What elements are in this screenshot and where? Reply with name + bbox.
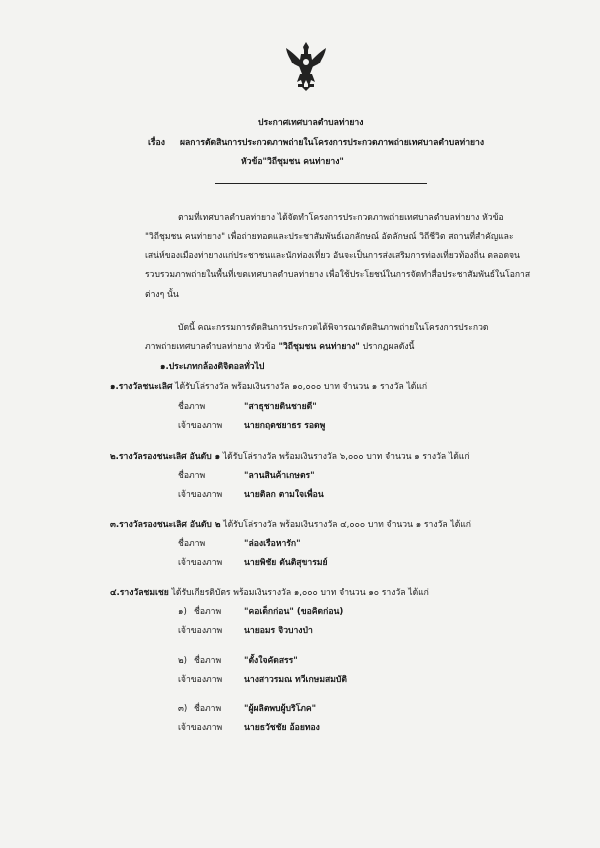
honor-1-owner: นายอมร จิวบางป่า — [244, 626, 313, 636]
honor-2-num: ๒) — [178, 656, 188, 666]
intro-line-5: ต่างๆ นั้น — [145, 290, 179, 300]
honor-2-owner-label: เจ้าของภาพ — [178, 675, 223, 685]
honor-1-num: ๑) — [178, 607, 187, 617]
intro-line-2: "วิถีชุมชน คนท่ายาง" เพื่อถ่ายทอดและประชาสัมพันธ์เอกลักษณ์ อัตลักษณ์ วิถีชีวิต สถานที่สำคัญและ — [145, 232, 514, 242]
honor-3-photo-name: "ผู้ผลิตพบผู้บริโภค" — [244, 704, 317, 714]
result-line-2-pre: ภาพถ่ายเทศบาลตำบลท่ายาง หัวข้อ — [145, 342, 276, 352]
award-1-owner-label: เจ้าของภาพ — [178, 421, 223, 431]
award-1-detail: ได้รับโล่รางวัล พร้อมเงินรางวัล ๑๐,๐๐๐ บาท จำนวน ๑ รางวัล ได้แก่ — [175, 382, 428, 392]
award-2-line — [110, 452, 470, 463]
honor-detail: ได้รับเกียรติบัตร พร้อมเงินรางวัล ๑,๐๐๐ บาท จำนวน ๑๐ รางวัล ได้แก่ — [171, 588, 429, 598]
award-3-detail: ได้รับโล่รางวัล พร้อมเงินรางวัล ๔,๐๐๐ บาท จำนวน ๑ รางวัล ได้แก่ — [223, 520, 472, 530]
honor-3-num: ๓) — [178, 704, 188, 714]
award-1-line — [110, 382, 427, 393]
divider — [215, 183, 427, 184]
honor-2-owner: นางสาวรมณ ทวีเกษมสมบัติ — [244, 675, 347, 685]
garuda-emblem-icon — [284, 38, 328, 92]
award-2-title: ๒.รางวัลรองชนะเลิศ อันดับ ๑ — [110, 452, 221, 462]
award-1-photo-label: ชื่อภาพ — [178, 402, 206, 412]
honor-3-owner: นายธวัชชัย อ้อยทอง — [244, 723, 320, 733]
award-3-line — [110, 520, 471, 531]
award-3-owner: นายพิชัย ตันติสุขารมย์ — [244, 558, 328, 568]
category-heading: ๑.ประเภทกล้องดิจิตอลทั่วไป — [160, 362, 265, 372]
award-3-title: ๓.รางวัลรองชนะเลิศ อันดับ ๒ — [110, 520, 221, 530]
honor-3-owner-label: เจ้าของภาพ — [178, 723, 223, 733]
award-1-title: ๑.รางวัลชนะเลิศ — [110, 382, 173, 392]
award-1-photo-name: "สาธุชายดินชายดี" — [244, 402, 317, 412]
intro-line-4: รวบรวมภาพถ่ายในพื้นที่เขตเทศบาลตำบลท่ายาง เพื่อใช้ประโยชน์ในการจัดทำสื่อประชาสัมพันธ์ในโอกาส — [145, 270, 531, 280]
subject-text: ผลการตัดสินการประกวดภาพถ่ายในโครงการประกวดภาพถ่ายเทศบาลตำบลท่ายาง — [180, 138, 485, 148]
honor-line — [110, 588, 429, 599]
award-1-owner: นายกฤตชยาธร รอดพู — [244, 421, 326, 431]
award-2-owner: นายติลก ตามใจเพื่อน — [244, 490, 324, 500]
award-3-photo-name: "ล่องเรือหารัก" — [244, 539, 301, 549]
honor-2-photo-label: ชื่อภาพ — [194, 656, 222, 666]
result-line-2-post: ปรากฏผลดังนี้ — [362, 342, 415, 352]
result-line-2 — [145, 342, 414, 353]
award-2-photo-name: "ลานสินค้าเกษตร" — [244, 471, 315, 481]
honor-2-photo-name: "ตั้งใจคัดสรร" — [244, 656, 298, 666]
honor-1-owner-label: เจ้าของภาพ — [178, 626, 223, 636]
honor-3-photo-label: ชื่อภาพ — [194, 704, 222, 714]
result-line-1: บัดนี้ คณะกรรมการตัดสินการประกวดได้พิจารณาตัดสินภาพถ่ายในโครงการประกวด — [178, 323, 489, 333]
honor-title: ๔.รางวัลชมเชย — [110, 588, 169, 598]
result-line-2-topic: "วิถีชุมชน คนท่ายาง" — [278, 342, 360, 352]
subject-label: เรื่อง — [148, 138, 165, 148]
award-2-photo-label: ชื่อภาพ — [178, 471, 206, 481]
announcement-title: ประกาศเทศบาลตำบลท่ายาง — [258, 118, 364, 128]
honor-1-photo-label: ชื่อภาพ — [194, 607, 222, 617]
intro-line-3: เสน่ห์ของเมืองท่ายางแก่ประชาชนและนักท่องเที่ยว อันจะเป็นการส่งเสริมการท่องเที่ยวท้องถิ่น ตลอดจน — [145, 251, 520, 261]
award-3-photo-label: ชื่อภาพ — [178, 539, 206, 549]
award-3-owner-label: เจ้าของภาพ — [178, 558, 223, 568]
intro-line-1: ตามที่เทศบาลตำบลท่ายาง ได้จัดทำโครงการประกวดภาพถ่ายเทศบาลตำบลท่ายาง หัวข้อ — [178, 213, 504, 223]
subject-topic: หัวข้อ"วิถีชุมชน คนท่ายาง" — [241, 157, 344, 167]
award-2-detail: ได้รับโล่รางวัล พร้อมเงินรางวัล ๖,๐๐๐ บาท จำนวน ๑ รางวัล ได้แก่ — [222, 452, 470, 462]
honor-1-photo-name: "คอเด็กก่อน" (ขอคิดก่อน) — [244, 607, 344, 617]
award-2-owner-label: เจ้าของภาพ — [178, 490, 223, 500]
